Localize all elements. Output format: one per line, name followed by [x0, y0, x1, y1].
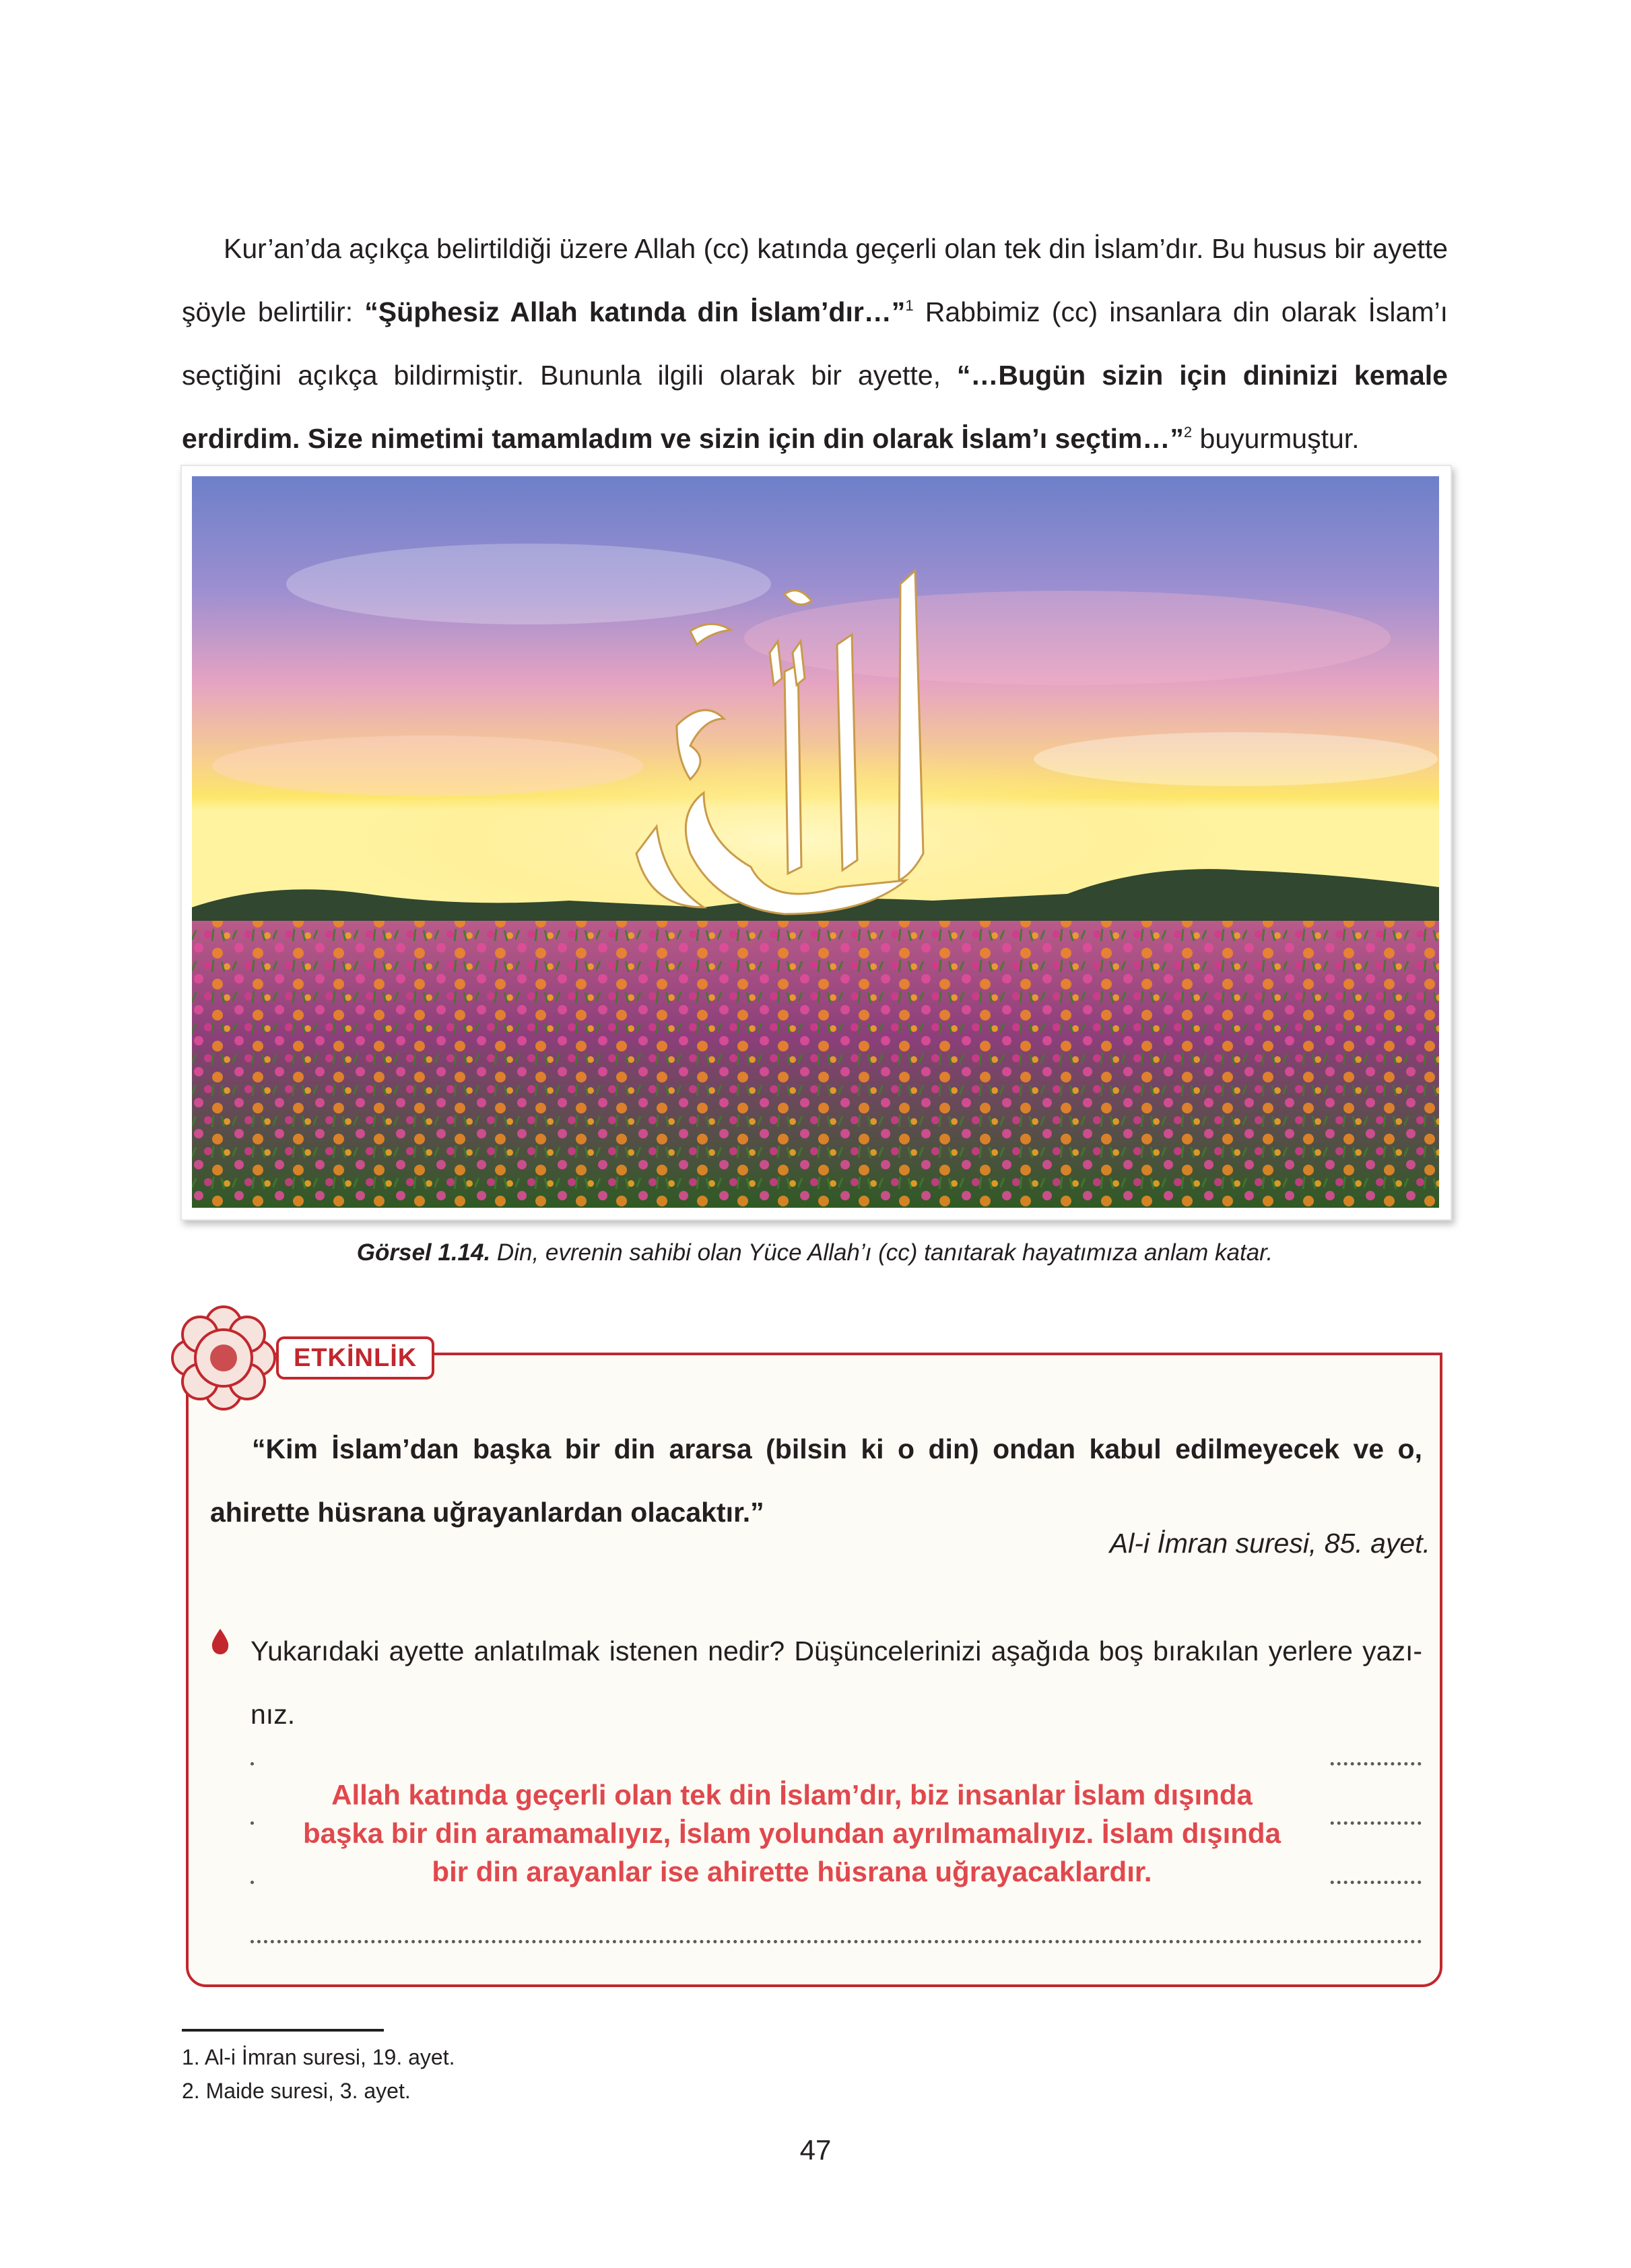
figure-photo — [180, 465, 1452, 1221]
footnote-1: 1. Al-i İmran suresi, 19. ayet. — [182, 2045, 455, 2069]
drop-bullet-icon — [211, 1629, 230, 1654]
quran-quote-2: “…Bugün sizin için dininizi kemale erdirdim. Size nimetimi tamamladım ve sizin için din olarak İslam’ı seçtim…” — [182, 360, 1448, 454]
answer-line-4[interactable] — [251, 1937, 1422, 1943]
intro-paragraph — [182, 217, 1448, 470]
activity-question: Yukarıdaki ayette anlatılmak istenen nedir? Düşüncelerinizi aşağıda boş bırakılan yerlere yazınız. — [251, 1635, 1422, 1730]
answer-line1: Allah katında geçerli olan tek din İslam’dır, biz insanlar İslam dışında — [331, 1779, 1253, 1811]
footnote-ref-1: 1 — [905, 297, 914, 314]
answer-line2: başka bir din aramamalıyız, İslam yolundan ayrılmamalıyız. İslam dışında — [303, 1817, 1281, 1849]
quran-quote-1: “Şüphesiz Allah katında din İslam’dır…” — [364, 296, 906, 327]
figure-caption — [180, 1239, 1449, 1266]
activity-label: ETKİNLİK — [276, 1336, 434, 1380]
caption-label: Görsel 1.14. — [356, 1239, 491, 1266]
intro-text-1: Kur’an’da açıkça belirtildiği üzere Allah (cc) katında geçerli olan tek din İslam’dır. Bu husus bir ayette şöyle belirtilir: — [182, 233, 1448, 327]
footnote-2: 2. Maide suresi, 3. ayet. — [182, 2079, 411, 2103]
caption-text: Din, evrenin sahibi olan Yüce Allah’ı (cc) tanıtarak hayatımıza anlam katar. — [490, 1239, 1273, 1266]
flower-field-sunset-image — [192, 476, 1439, 1208]
page-number: 47 — [799, 2134, 832, 2166]
footnote-ref-2: 2 — [1183, 424, 1193, 441]
answer-line3: bir din arayanlar ise ahirette hüsrana uğrayacaklardır. — [432, 1856, 1152, 1887]
activity-verse: “Kim İslam’dan başka bir din ararsa (bilsin ki o din) ondan kabul edilmeyecek ve o, ahirette hüsrana uğrayanlardan olacaktır.” — [210, 1433, 1422, 1528]
rosette-ornament-icon — [170, 1304, 277, 1412]
footnote-divider — [182, 2029, 384, 2032]
intro-text-3: buyurmuştur. — [1192, 423, 1360, 454]
verse-reference: Al-i İmran suresi, 85. ayet. — [1109, 1528, 1430, 1559]
intro-text-2: Rabbimiz (cc) insanlara din olarak İslam’ı seçtiğini açıkça bildirmiştir. Bununla ilgili olarak bir ayette, — [182, 296, 1448, 391]
handwritten-answer — [256, 1776, 1328, 1891]
